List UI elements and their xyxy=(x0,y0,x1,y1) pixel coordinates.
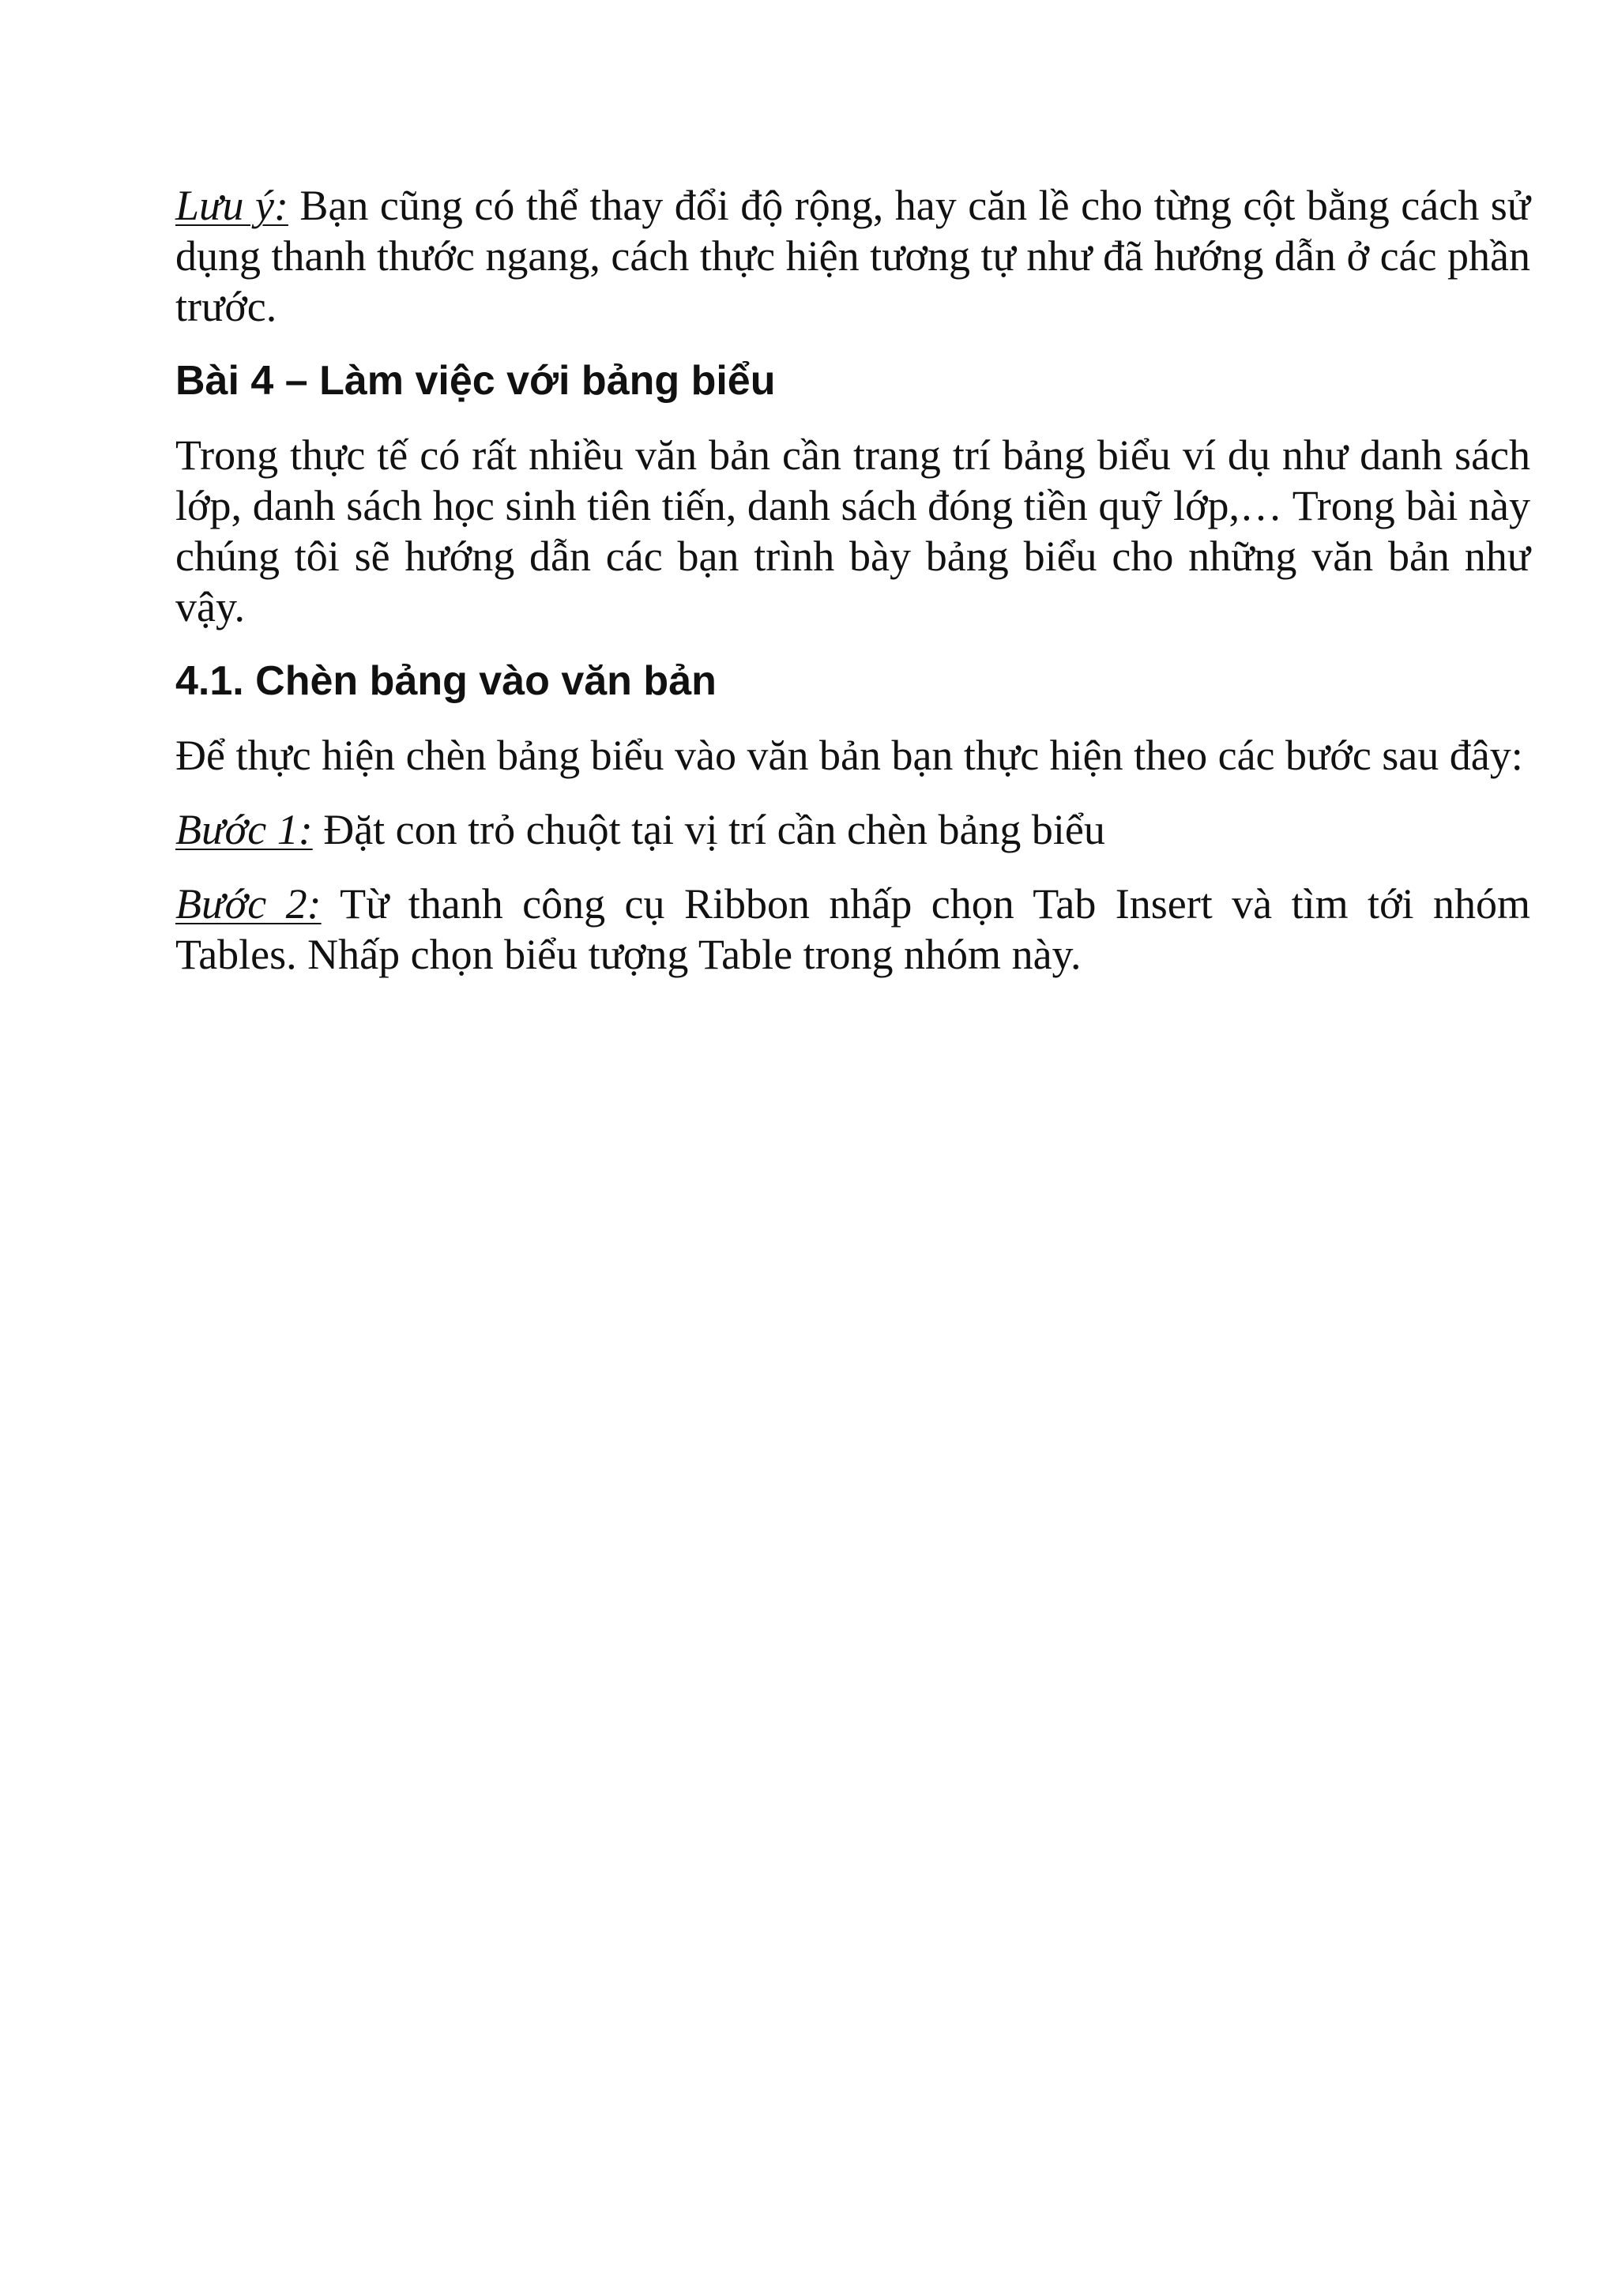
step-2-text: Từ thanh công cụ Ribbon nhấp chọn Tab Insert và tìm tới nhóm Tables. Nhấp chọn biểu tượng Table trong nhóm này. xyxy=(175,880,1530,978)
section-intro-paragraph: Để thực hiện chèn bảng biểu vào văn bản bạn thực hiện theo các bước sau đây: xyxy=(175,732,1523,779)
section-heading: 4.1. Chèn bảng vào văn bản xyxy=(175,658,717,704)
step-2-label: Bước 2: xyxy=(175,880,322,928)
step-1-text: Đặt con trỏ chuột tại vị trí cần chèn bảng biểu xyxy=(312,806,1105,853)
lesson-intro-paragraph: Trong thực tế có rất nhiều văn bản cần trang trí bảng biểu ví dụ như danh sách lớp, danh sách học sinh tiên tiến, danh sách đóng tiền quỹ lớp,… Trong bài này chúng tôi sẽ hướng dẫn các bạn trình bày bảng biểu cho những văn bản như vậy. xyxy=(175,431,1530,630)
step-1-label: Bước 1: xyxy=(175,806,313,853)
step-1-paragraph xyxy=(175,804,1530,855)
note-paragraph xyxy=(175,180,1530,332)
lesson-heading: Bài 4 – Làm việc với bảng biểu xyxy=(175,358,776,404)
step-2-paragraph xyxy=(175,879,1530,980)
note-text: Bạn cũng có thể thay đổi độ rộng, hay căn lề cho từng cột bằng cách sử dụng thanh thước ngang, cách thực hiện tương tự như đã hướng dẫn ở các phần trước. xyxy=(175,182,1530,330)
page-content xyxy=(175,180,1530,1003)
note-label: Lưu ý: xyxy=(175,182,288,229)
